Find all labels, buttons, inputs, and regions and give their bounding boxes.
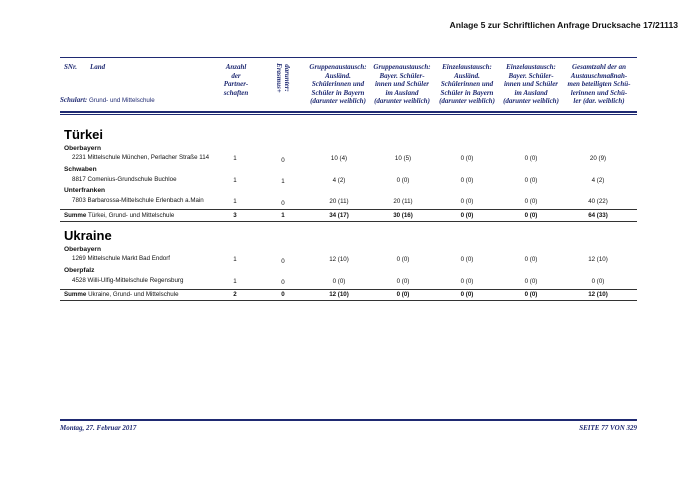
header-top-rule xyxy=(60,57,637,58)
header-einzel-auslaendisch: Einzelaustausch: Ausländ. Schülerinnen und Schüler in Bayern (darunter weiblich) xyxy=(439,63,495,106)
cell-einzel-ausl: 0 (0) xyxy=(460,256,474,263)
schulart-label: Schulart: xyxy=(60,96,88,104)
cell-gruppe-ausl: 20 (11) xyxy=(329,198,349,205)
sum-gruppe-ausl: 34 (17) xyxy=(329,212,349,219)
cell-einzel-bayer: 0 (0) xyxy=(524,278,538,285)
sum-gruppe-bayer: 0 (0) xyxy=(396,291,410,298)
footer-page-number: SEITE 77 VON 329 xyxy=(579,424,637,432)
cell-gruppe-ausl: 0 (0) xyxy=(332,278,346,285)
sum-gesamt: 12 (10) xyxy=(588,291,608,298)
cell-anzahl: 1 xyxy=(233,177,237,184)
cell-gruppe-bayer: 10 (5) xyxy=(394,155,412,162)
header-gesamtzahl: Gesamtzahl der an Austauschmaßnah- men beteiligten Schü- lerinnen und Schü- ler (dar. weiblich) xyxy=(567,63,631,106)
cell-einzel-ausl: 0 (0) xyxy=(460,155,474,162)
school-name: 1269 Mittelschule Markt Bad Endorf xyxy=(72,255,171,262)
cell-gruppe-ausl: 4 (2) xyxy=(332,177,346,184)
sum-label-ukraine: Summe Ukraine, Grund- und Mittelschule xyxy=(64,291,179,298)
cell-erasmus: 0 xyxy=(281,258,285,265)
header-schulart xyxy=(60,96,155,104)
cell-gruppe-ausl: 12 (10) xyxy=(329,256,349,263)
sum-einzel-ausl: 0 (0) xyxy=(460,212,474,219)
cell-gruppe-bayer: 0 (0) xyxy=(396,278,410,285)
school-name: 8817 Comenius-Grundschule Buchloe xyxy=(72,176,177,183)
schulart-value: Grund- und Mittelschule xyxy=(88,97,155,104)
header-snr: SNr. xyxy=(64,63,78,71)
header-einzel-bayerisch: Einzelaustausch: Bayer. Schüler- innen und Schüler im Ausland (darunter weiblich) xyxy=(503,63,559,106)
sum-gruppe-bayer: 30 (16) xyxy=(393,212,413,219)
cell-gesamt: 4 (2) xyxy=(591,177,605,184)
cell-einzel-bayer: 0 (0) xyxy=(524,256,538,263)
sum-label-tuerkei: Summe Türkei, Grund- und Mittelschule xyxy=(64,212,175,219)
header-darunter-erasmus: darunter: Erasmus+ xyxy=(275,63,291,93)
region-label: Unterfranken xyxy=(64,187,106,194)
cell-anzahl: 1 xyxy=(233,256,237,263)
cell-erasmus: 0 xyxy=(281,279,285,286)
cell-gesamt: 12 (10) xyxy=(588,256,608,263)
sum-erasmus: 1 xyxy=(281,212,285,219)
footer-date: Montag, 27. Februar 2017 xyxy=(60,424,137,432)
header-gruppe-bayerisch: Gruppenaustausch: Bayer. Schüler- innen und Schüler im Ausland (darunter weiblich) xyxy=(373,63,431,106)
header-land: Land xyxy=(90,63,106,71)
cell-einzel-bayer: 0 (0) xyxy=(524,155,538,162)
sum-rule xyxy=(60,209,637,210)
sum-gruppe-ausl: 12 (10) xyxy=(329,291,349,298)
sum-einzel-bayer: 0 (0) xyxy=(524,291,538,298)
sum-anzahl: 3 xyxy=(233,212,237,219)
school-name: 7803 Barbarossa-Mittelschule Erlenbach a.Main xyxy=(72,197,204,204)
region-label: Oberbayern xyxy=(64,145,102,152)
footer-rule xyxy=(60,419,637,421)
sum-erasmus: 0 xyxy=(281,291,285,298)
header-gruppe-auslaendisch: Gruppenaustausch: Ausländ. Schülerinnen und Schüler in Bayern (darunter weiblich) xyxy=(309,63,367,106)
sum-einzel-bayer: 0 (0) xyxy=(524,212,538,219)
region-label: Schwaben xyxy=(64,166,97,173)
cell-gruppe-bayer: 20 (11) xyxy=(393,198,413,205)
country-heading-tuerkei: Türkei xyxy=(64,127,104,142)
cell-einzel-bayer: 0 (0) xyxy=(524,198,538,205)
cell-erasmus: 0 xyxy=(281,157,285,164)
document-reference: Anlage 5 zur Schriftlichen Anfrage Drucksache 17/21113 xyxy=(449,20,678,30)
cell-gesamt: 40 (22) xyxy=(588,198,608,205)
school-name: 2231 Mittelschule München, Perlacher Straße 114 xyxy=(72,154,210,161)
country-heading-ukraine: Ukraine xyxy=(64,228,112,243)
header-anzahl-partnerschaften: Anzahl der Partner- schaften xyxy=(223,63,249,97)
cell-gesamt: 20 (9) xyxy=(589,155,607,162)
region-label: Oberbayern xyxy=(64,246,102,253)
cell-einzel-ausl: 0 (0) xyxy=(460,177,474,184)
sum-rule-bottom xyxy=(60,221,637,222)
cell-einzel-ausl: 0 (0) xyxy=(460,198,474,205)
cell-anzahl: 1 xyxy=(233,155,237,162)
cell-anzahl: 1 xyxy=(233,198,237,205)
sum-anzahl: 2 xyxy=(233,291,237,298)
sum-einzel-ausl: 0 (0) xyxy=(460,291,474,298)
header-bottom-rule xyxy=(60,111,637,113)
header-bottom-rule-thin xyxy=(60,114,637,115)
cell-gruppe-bayer: 0 (0) xyxy=(396,256,410,263)
cell-erasmus: 1 xyxy=(281,178,285,185)
sum-rule-bottom xyxy=(60,300,637,301)
cell-gruppe-ausl: 10 (4) xyxy=(330,155,348,162)
cell-gruppe-bayer: 0 (0) xyxy=(396,177,410,184)
region-label: Oberpfalz xyxy=(64,267,95,274)
cell-erasmus: 0 xyxy=(281,200,285,207)
cell-gesamt: 0 (0) xyxy=(591,278,605,285)
school-name: 4528 Willi-Ulfig-Mittelschule Regensburg xyxy=(72,277,184,284)
sum-gesamt: 64 (33) xyxy=(588,212,608,219)
cell-einzel-bayer: 0 (0) xyxy=(524,177,538,184)
cell-einzel-ausl: 0 (0) xyxy=(460,278,474,285)
cell-anzahl: 1 xyxy=(233,278,237,285)
sum-rule xyxy=(60,289,637,290)
